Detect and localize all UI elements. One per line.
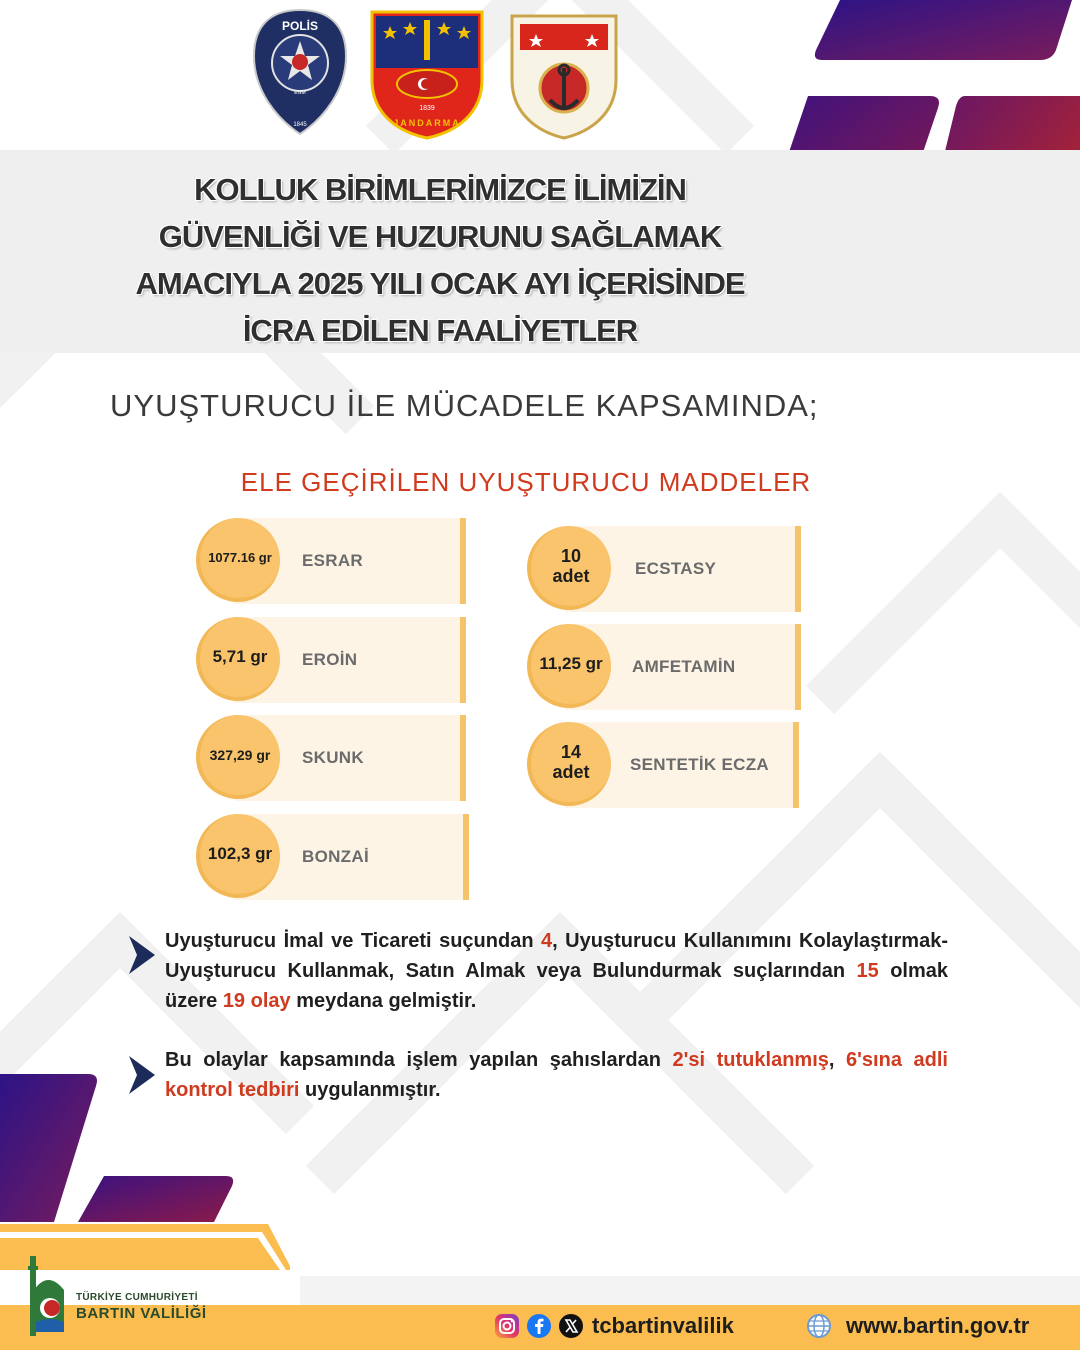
svg-text:1845: 1845 xyxy=(293,122,307,128)
amount-value: 327,29 gr xyxy=(209,747,271,763)
facebook-icon[interactable] xyxy=(526,1313,552,1339)
title-line-4: İCRA EDİLEN FAALİYETLER xyxy=(242,313,638,348)
agency-logos xyxy=(250,8,630,140)
amount-badge xyxy=(527,624,611,708)
count-highlight: 4 xyxy=(541,930,553,952)
drug-name: ECSTASY xyxy=(635,559,717,578)
drug-card-esrar xyxy=(196,518,466,604)
drug-card-ecstasy xyxy=(527,526,801,612)
section-title: UYUŞTURUCU İLE MÜCADELE KAPSAMINDA; xyxy=(110,388,819,423)
website-url[interactable]: www.bartin.gov.tr xyxy=(846,1313,1030,1338)
drug-name: ESRAR xyxy=(302,551,364,570)
summary-paragraph-2: Bu olaylar kapsamında işlem yapılan şahıslardan 2'si tutuklanmış, 6'sına adli kontrol tedbiri uygulanmıştır. xyxy=(165,1049,948,1101)
section-subtitle: ELE GEÇİRİLEN UYUŞTURUCU MADDELER xyxy=(240,467,812,497)
main-title xyxy=(60,166,820,354)
coast-guard-logo xyxy=(506,10,622,140)
amount-unit: adet xyxy=(552,566,590,586)
drug-name: EROİN xyxy=(302,650,358,669)
svg-text:POLİS: POLİS xyxy=(281,19,319,33)
social-links xyxy=(494,1313,734,1339)
svg-text:JANDARMA: JANDARMA xyxy=(393,118,461,128)
bullet-arrow-icon xyxy=(129,936,155,974)
count-highlight: 15 xyxy=(856,960,879,982)
drug-card-sentetik-ecza xyxy=(527,722,799,808)
website-link xyxy=(806,1313,1029,1339)
amount-value: 11,25 gr xyxy=(539,654,603,673)
drug-card-amfetamin xyxy=(527,624,801,710)
org-line-2: BARTIN VALİLİĞİ xyxy=(76,1305,207,1322)
bullet-arrow-icon xyxy=(129,1056,155,1094)
title-line-3: AMACIYLA 2025 YILI OCAK AYI İÇERİSİNDE xyxy=(135,266,745,301)
x-icon[interactable] xyxy=(558,1313,584,1339)
title-band-extension xyxy=(775,150,1080,353)
summary-paragraph-1: Uyuşturucu İmal ve Ticareti suçundan 4, Uyuşturucu Kullanımını Kolaylaştırmak-Uyuşturucu Kullanmak, Satın Almak veya Bulundurmak suçlarından 15 olmak üzere 19 olay meydana gelmiştir. xyxy=(165,930,949,1012)
amount-badge xyxy=(196,715,280,799)
amount-badge xyxy=(527,526,611,610)
amount-number: 10 xyxy=(560,546,582,566)
amount-unit: adet xyxy=(552,762,590,782)
drug-name: AMFETAMİN xyxy=(632,657,736,676)
amount-value: 102,3 gr xyxy=(207,844,273,863)
drug-name: SENTETİK ECZA xyxy=(630,755,769,774)
drug-card-eroin xyxy=(196,617,466,703)
drug-name: BONZAİ xyxy=(302,847,369,866)
amount-value: 5,71 gr xyxy=(212,647,268,666)
instagram-icon[interactable] xyxy=(494,1313,520,1339)
drug-name: SKUNK xyxy=(302,748,364,767)
svg-text:1839: 1839 xyxy=(419,105,435,112)
globe-icon xyxy=(806,1313,832,1339)
arrest-highlight: 2'si tutuklanmış xyxy=(672,1049,829,1071)
amount-badge xyxy=(196,814,280,898)
judicial-control-highlight: 6'sına adli kontrol tedbiri xyxy=(165,1049,948,1101)
title-line-1: KOLLUK BİRİMLERİMİZCE İLİMİZİN xyxy=(194,172,686,207)
amount-badge xyxy=(196,518,280,602)
footer-org-name xyxy=(76,1292,207,1322)
svg-text:EGM: EGM xyxy=(294,90,306,96)
total-highlight: 19 olay xyxy=(222,990,291,1012)
social-handle[interactable]: tcbartinvalilik xyxy=(592,1313,734,1338)
jandarma-logo xyxy=(368,10,486,140)
footer-band-light xyxy=(300,1276,1080,1306)
title-line-2: GÜVENLİĞİ VE HUZURUNU SAĞLAMAK xyxy=(158,219,722,254)
org-line-1: TÜRKİYE CUMHURİYETİ xyxy=(76,1292,198,1303)
amount-badge xyxy=(527,722,611,806)
drug-card-bonzai xyxy=(196,814,469,900)
amount-badge xyxy=(196,617,280,701)
bartin-valilik-logo xyxy=(24,1256,72,1338)
amount-value: 1077.16 gr xyxy=(208,550,272,565)
police-logo xyxy=(250,8,350,138)
drug-card-skunk xyxy=(196,715,466,801)
amount-number: 14 xyxy=(560,742,582,762)
